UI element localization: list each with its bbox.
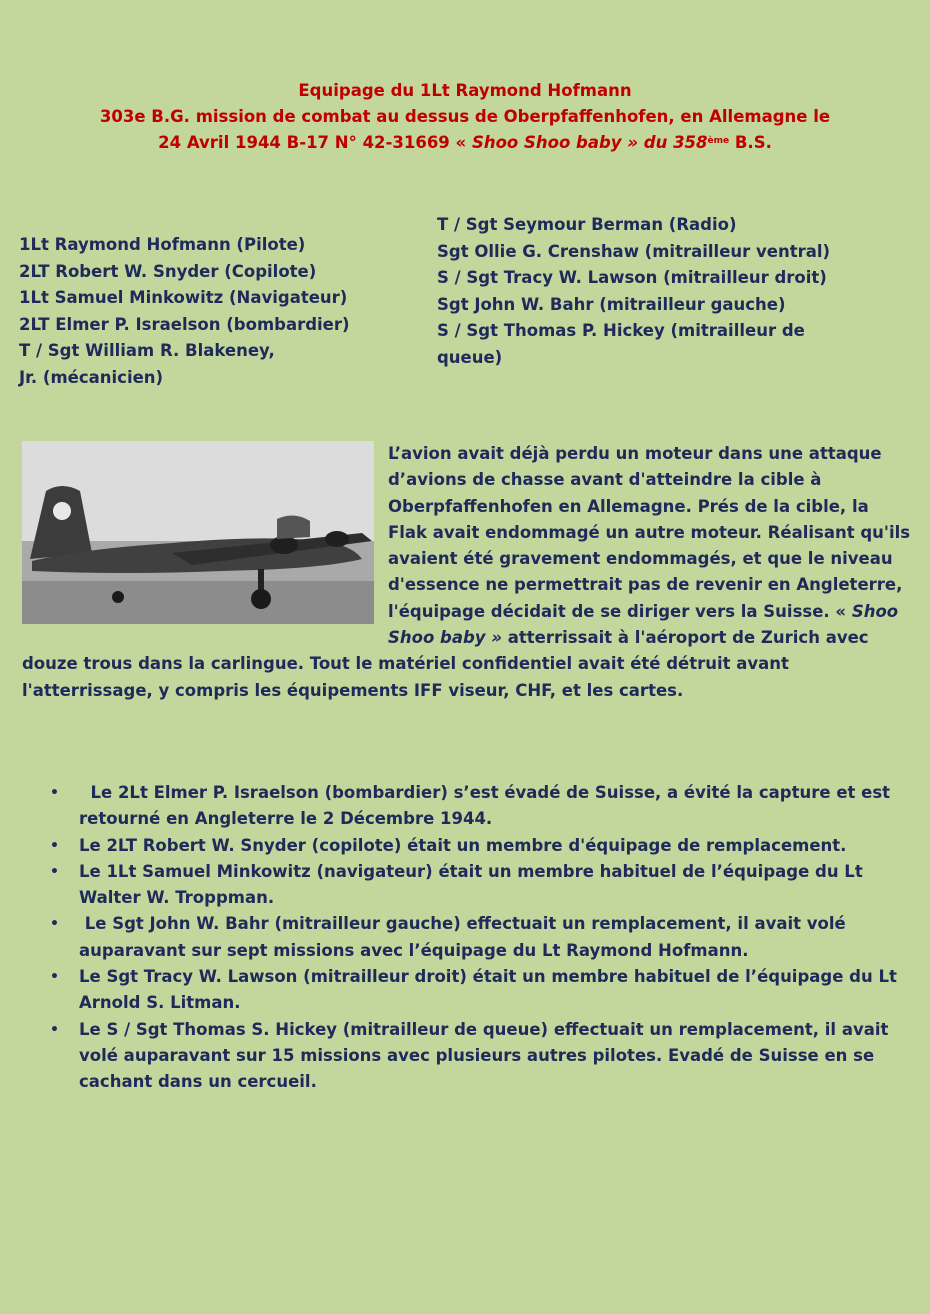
header-aircraft: 24 Avril 1944 B-17 N° 42-31669 « Shoo Shoo baby » du 358ème B.S.	[158, 133, 772, 152]
crew-member: 2LT Robert W. Snyder (Copilote)	[19, 261, 317, 281]
crew-list-left	[19, 232, 419, 391]
crew-member: T / Sgt Seymour Berman (Radio)	[437, 215, 737, 234]
bullet-icon: •	[50, 863, 59, 880]
crew-member: Sgt Ollie G. Crenshaw (mitrailleur ventral)	[437, 241, 831, 261]
list-item: • Le S / Sgt Thomas S. Hickey (mitrailleur de queue) effectuait un remplacement, il avait volé auparavant sur 15 missions avec plusieurs autres pilotes. Evadé de Suisse en se cachant dans un cercueil.	[46, 1017, 912, 1096]
crew-member: 1Lt Samuel Minkowitz (Navigateur)	[19, 288, 348, 307]
document-header	[0, 78, 930, 156]
story-paragraph	[22, 441, 912, 704]
story-text-1: L’avion avait déjà perdu un moteur dans une attaque d’avions de chasse avant d'atteindre la cible à Oberpfaffenhofen en Allemagne. Prés de la cible, la Flak avait endommagé un autre moteur. Réalisant qu'ils avaient été gravement endommagés, et que le niveau d'essence ne permettrait pas de revenir en Angleterre, l'équipage décidait de se diriger vers la Suisse. «	[388, 444, 911, 621]
story-text-2: atterrissait à l'aéroport de Zurich avec douze trous dans la carlingue. Tout le matériel confidentiel avait été détruit avant l'atterrissage, y compris les équipements IFF viseur, CHF, et les cartes.	[22, 628, 869, 700]
b17-aircraft-illustration	[22, 441, 374, 624]
bullet-icon: •	[50, 837, 59, 854]
bullet-icon: •	[50, 1021, 59, 1038]
list-item: • Le 2Lt Elmer P. Israelson (bombardier) s’est évadé de Suisse, a évité la capture et est retourné en Angleterre le 2 Décembre 1944.	[46, 780, 912, 833]
list-item: • Le Sgt John W. Bahr (mitrailleur gauche) effectuait un remplacement, il avait volé auparavant sur sept missions avec l’équipage du Lt Raymond Hofmann.	[46, 911, 912, 964]
b17-photo	[22, 441, 374, 624]
crew-member: 1Lt Raymond Hofmann (Pilote)	[19, 235, 306, 254]
crew-member: 2LT Elmer P. Israelson (bombardier)	[19, 314, 350, 334]
bullet-icon: •	[50, 916, 59, 933]
crew-member: S / Sgt Thomas P. Hickey (mitrailleur de	[437, 321, 805, 340]
crew-list-right	[437, 212, 917, 371]
header-title: Equipage du 1Lt Raymond Hofmann	[298, 81, 632, 100]
crew-member: Jr. (mécanicien)	[19, 367, 164, 387]
crew-member: Sgt John W. Bahr (mitrailleur gauche)	[437, 294, 786, 314]
bullet-icon: •	[50, 969, 59, 986]
notes-list	[46, 780, 912, 1096]
crew-member: T / Sgt William R. Blakeney,	[19, 341, 275, 360]
bullet-icon: •	[50, 785, 59, 801]
list-item: • Le 1Lt Samuel Minkowitz (navigateur) était un membre habituel de l’équipage du Lt Walter W. Troppman.	[46, 859, 912, 912]
list-item: • Le Sgt Tracy W. Lawson (mitrailleur droit) était un membre habituel de l’équipage du Lt Arnold S. Litman.	[46, 964, 912, 1017]
crew-member: S / Sgt Tracy W. Lawson (mitrailleur droit)	[437, 268, 827, 287]
story-italic-name: Shoo Shoo baby »	[388, 601, 899, 648]
list-item: • Le 2LT Robert W. Snyder (copilote) était un membre d'équipage de remplacement.	[46, 833, 912, 859]
crew-member: queue)	[437, 347, 503, 367]
header-mission: 303e B.G. mission de combat au dessus de Oberpfaffenhofen, en Allemagne le	[99, 107, 831, 126]
